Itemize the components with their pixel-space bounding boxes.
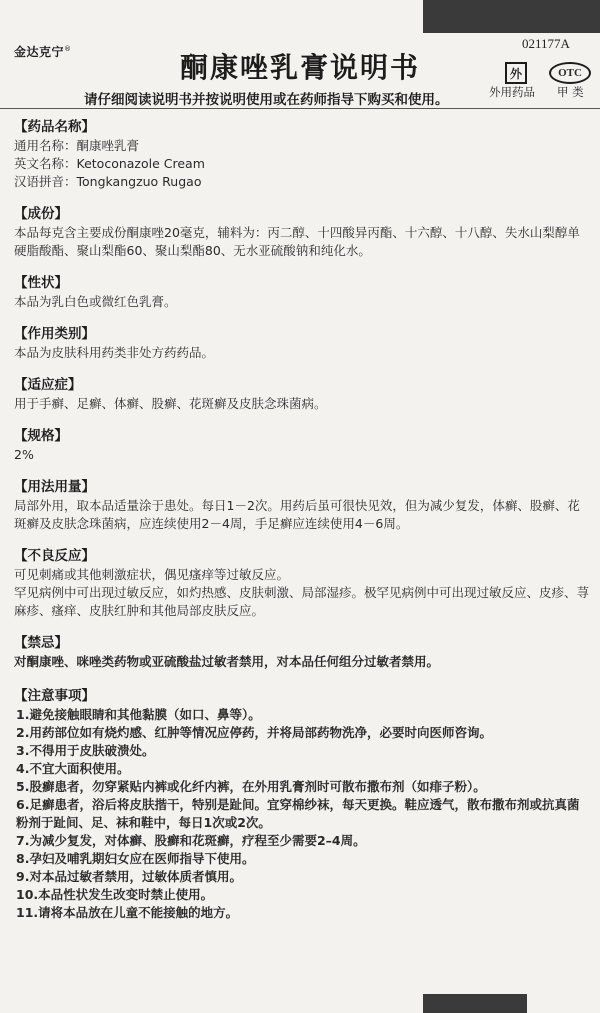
generic-name-key: 通用名称： — [14, 138, 77, 153]
scan-edge-mark-bottom — [423, 994, 527, 1013]
page-subtitle: 请仔细阅读说明书并按说明使用或在药师指导下购买和使用。 — [84, 92, 449, 108]
english-name-value: Ketoconazole Cream — [76, 156, 205, 171]
list-item: 2.用药部位如有烧灼感、红肿等情况应停药，并将局部药物洗净，必要时向医师咨询。 — [16, 725, 492, 740]
precautions-list — [14, 706, 590, 922]
brand-name: 金达克宁 — [14, 45, 65, 59]
section-heading: 【用法用量】 — [14, 479, 95, 495]
section-body: 本品为皮肤科用药类非处方药药品。 — [14, 345, 215, 360]
section-heading: 【注意事项】 — [14, 688, 95, 704]
section-heading: 【适应症】 — [14, 377, 82, 393]
pinyin-name-key: 汉语拼音： — [14, 174, 77, 189]
section-heading: 【性状】 — [14, 275, 68, 291]
otc-badge: OTC — [549, 62, 591, 84]
section-body: 本品为乳白色或微红色乳膏。 — [14, 294, 177, 309]
list-item: 5.股癣患者，勿穿紧贴内裤或化纤内裤，在外用乳膏剂时可散布撒布剂（如痱子粉）。 — [16, 779, 486, 794]
section-appearance — [14, 274, 590, 311]
list-item: 10.本品性状发生改变时禁止使用。 — [16, 887, 214, 902]
section-heading: 【禁忌】 — [14, 635, 68, 651]
list-item: 4.不宜大面积使用。 — [16, 761, 130, 776]
section-heading: 【规格】 — [14, 428, 68, 444]
scan-edge-mark-top — [423, 0, 600, 33]
external-use-label: 外用药品 — [489, 85, 535, 99]
page-title: 酮康唑乳膏说明书 — [179, 51, 420, 84]
section-heading: 【不良反应】 — [14, 548, 95, 564]
header-divider — [0, 108, 600, 109]
pinyin-name-value: Tongkangzuo Rugao — [76, 174, 202, 189]
section-contraindications — [14, 634, 590, 671]
section-precautions — [14, 687, 590, 922]
otc-class-label: 甲 类 — [557, 85, 584, 99]
list-item: 1.避免接触眼睛和其他黏膜（如口、鼻等）。 — [16, 707, 261, 722]
document-code: 021177A — [522, 36, 570, 51]
list-item: 6.足癣患者，浴后将皮肤揩干，特别是趾间。宜穿棉纱袜，每天更换。鞋应透气，散布撒布剂或抗真菌粉剂于趾间、足、袜和鞋中，每日1次或2次。 — [16, 797, 580, 830]
section-heading: 【作用类别】 — [14, 326, 95, 342]
list-item: 7.为减少复发，对体癣、股癣和花斑癣，疗程至少需要2–4周。 — [16, 833, 366, 848]
section-adverse-reactions — [14, 547, 590, 620]
section-body: 本品每克含主要成份酮康唑20毫克，辅料为：丙二醇、十四酸异丙酯、十六醇、十八醇、失水山梨醇单硬脂酸酯、聚山梨酯60、聚山梨酯80、无水亚硫酸钠和纯化水。 — [14, 225, 580, 258]
section-usage — [14, 478, 590, 533]
section-body: 局部外用，取本品适量涂于患处。每日1－2次。用药后虽可很快见效，但为减少复发，体癣、股癣、花斑癣及皮肤念珠菌病，应连续使用2－4周，手足癣应连续使用4－6周。 — [14, 498, 580, 531]
list-item: 11.请将本品放在儿童不能接触的地方。 — [16, 905, 239, 920]
section-body: 用于手癣、足癣、体癣、股癣、花斑癣及皮肤念珠菌病。 — [14, 396, 327, 411]
leaflet-body — [14, 118, 590, 936]
english-name-key: 英文名称： — [14, 156, 77, 171]
section-indications — [14, 376, 590, 413]
list-item: 8.孕妇及哺乳期妇女应在医师指导下使用。 — [16, 851, 255, 866]
section-category — [14, 325, 590, 362]
section-body: 对酮康唑、咪唑类药物或亚硫酸盐过敏者禁用，对本品任何组分过敏者禁用。 — [14, 654, 440, 669]
list-item: 3.不得用于皮肤破溃处。 — [16, 743, 155, 758]
section-body: 2% — [14, 447, 34, 462]
section-heading: 【成份】 — [14, 206, 68, 222]
list-item: 9.对本品过敏者禁用，过敏体质者慎用。 — [16, 869, 242, 884]
external-use-badge: 外 — [505, 62, 527, 84]
section-body: 可见刺痛或其他刺激症状，偶见瘙痒等过敏反应。 — [14, 567, 290, 582]
section-body: 罕见病例中可出现过敏反应，如灼热感、皮肤刺激、局部湿疹。极罕见病例中可出现过敏反应、皮疹、荨麻疹、瘙痒、皮肤红肿和其他局部皮肤反应。 — [14, 585, 590, 618]
section-specification — [14, 427, 590, 464]
registered-mark: ® — [64, 45, 72, 53]
section-composition — [14, 205, 590, 260]
section-drug-name — [14, 118, 590, 191]
section-heading: 【药品名称】 — [14, 119, 95, 135]
generic-name-value: 酮康唑乳膏 — [76, 138, 140, 153]
